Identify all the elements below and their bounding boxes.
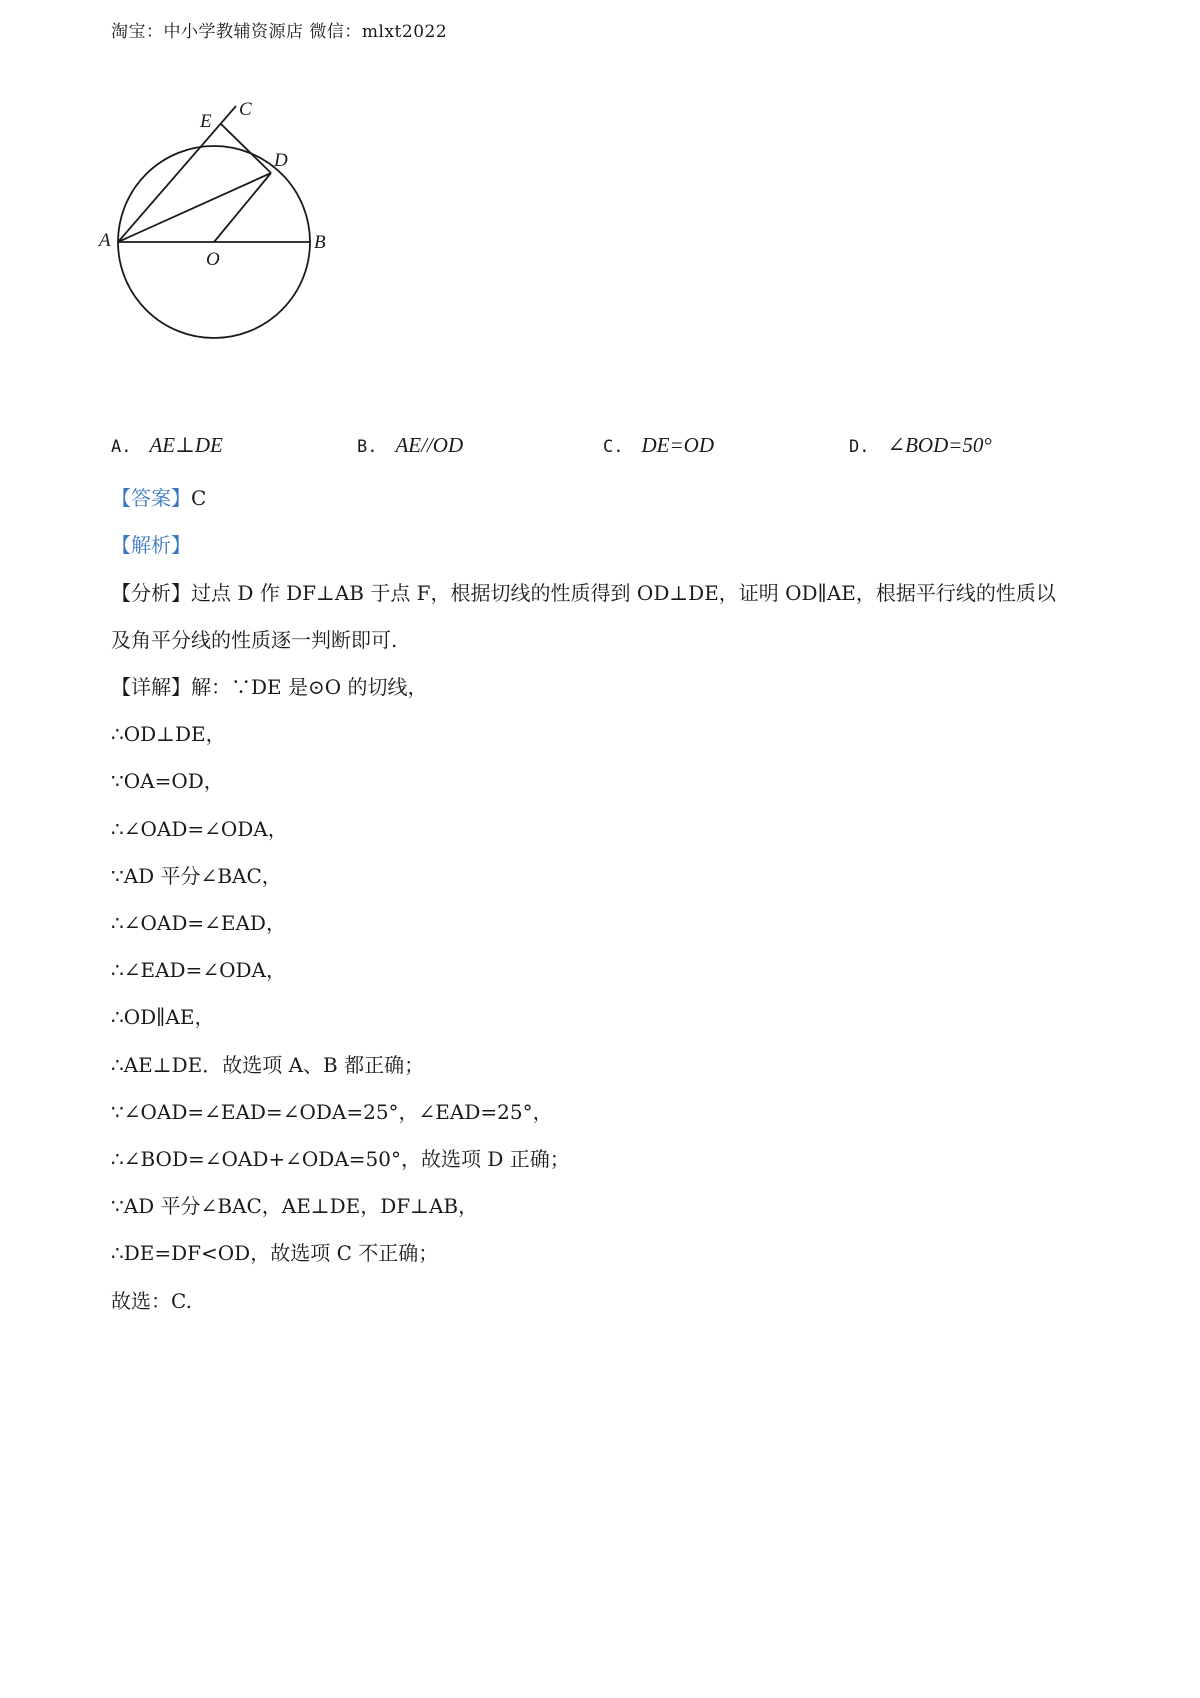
option-a: [111, 433, 223, 458]
option-letter: B.: [357, 437, 378, 457]
solution-line: ∵OA=OD，: [111, 769, 224, 793]
solution-line: ∴OD∥AE，: [111, 1005, 215, 1029]
solution-line: ∵AD 平分∠BAC，AE⊥DE，DF⊥AB，: [111, 1194, 479, 1218]
option-d: [849, 433, 992, 458]
answer-line: [111, 482, 206, 511]
solution-line: 及角平分线的性质逐一判断即可.: [111, 628, 398, 652]
label-e: E: [200, 111, 212, 132]
option-c: [603, 433, 714, 458]
segment-ac: [118, 106, 236, 242]
option-expression: DE=OD: [641, 433, 714, 457]
geometry-figure: [99, 99, 365, 370]
option-expression: AE⊥DE: [149, 433, 223, 457]
solution-line: ∴OD⊥DE，: [111, 722, 226, 746]
answer-options: [111, 433, 1111, 463]
option-b: [357, 433, 463, 458]
solution-line: ∴∠OAD=∠EAD，: [111, 911, 286, 935]
solution-line: 【详解】解：∵DE 是⊙O 的切线，: [111, 675, 428, 699]
option-letter: C.: [603, 437, 624, 457]
label-b: B: [314, 232, 326, 253]
solution-line: ∴AE⊥DE．故选项 A、B 都正确；: [111, 1053, 425, 1077]
label-c: C: [239, 99, 252, 120]
segment-od: [214, 173, 271, 242]
answer-value: C: [191, 486, 207, 510]
label-a: A: [99, 230, 111, 251]
segment-ed: [221, 124, 271, 173]
option-expression: AE//OD: [395, 433, 464, 457]
solution-line: ∴∠OAD=∠ODA，: [111, 817, 288, 841]
solution-line: ∵∠OAD=∠EAD=∠ODA=25°，∠EAD=25°，: [111, 1100, 553, 1124]
solution-line: ∴∠BOD=∠OAD+∠ODA=50°，故选项 D 正确；: [111, 1147, 570, 1171]
solution-line: ∴DE=DF<OD，故选项 C 不正确；: [111, 1241, 439, 1265]
solution-line: 【分析】过点 D 作 DF⊥AB 于点 F，根据切线的性质得到 OD⊥DE，证明 OD∥AE，根据平行线的性质以: [111, 581, 1056, 605]
solution-line: ∴∠EAD=∠ODA，: [111, 958, 286, 982]
solution-line: ∵AD 平分∠BAC，: [111, 864, 282, 888]
segment-ad: [118, 173, 271, 242]
option-letter: D.: [849, 437, 870, 457]
analysis-heading: 【解析】: [111, 533, 191, 557]
answer-tag: 【答案】: [111, 486, 191, 510]
label-o: O: [206, 249, 220, 270]
option-letter: A.: [111, 437, 132, 457]
option-expression: ∠BOD=50°: [887, 433, 992, 457]
page-header: 淘宝：中小学教辅资源店 微信：mlxt2022: [111, 22, 448, 42]
label-d: D: [274, 150, 288, 171]
solution-line: 故选：C.: [111, 1289, 192, 1313]
